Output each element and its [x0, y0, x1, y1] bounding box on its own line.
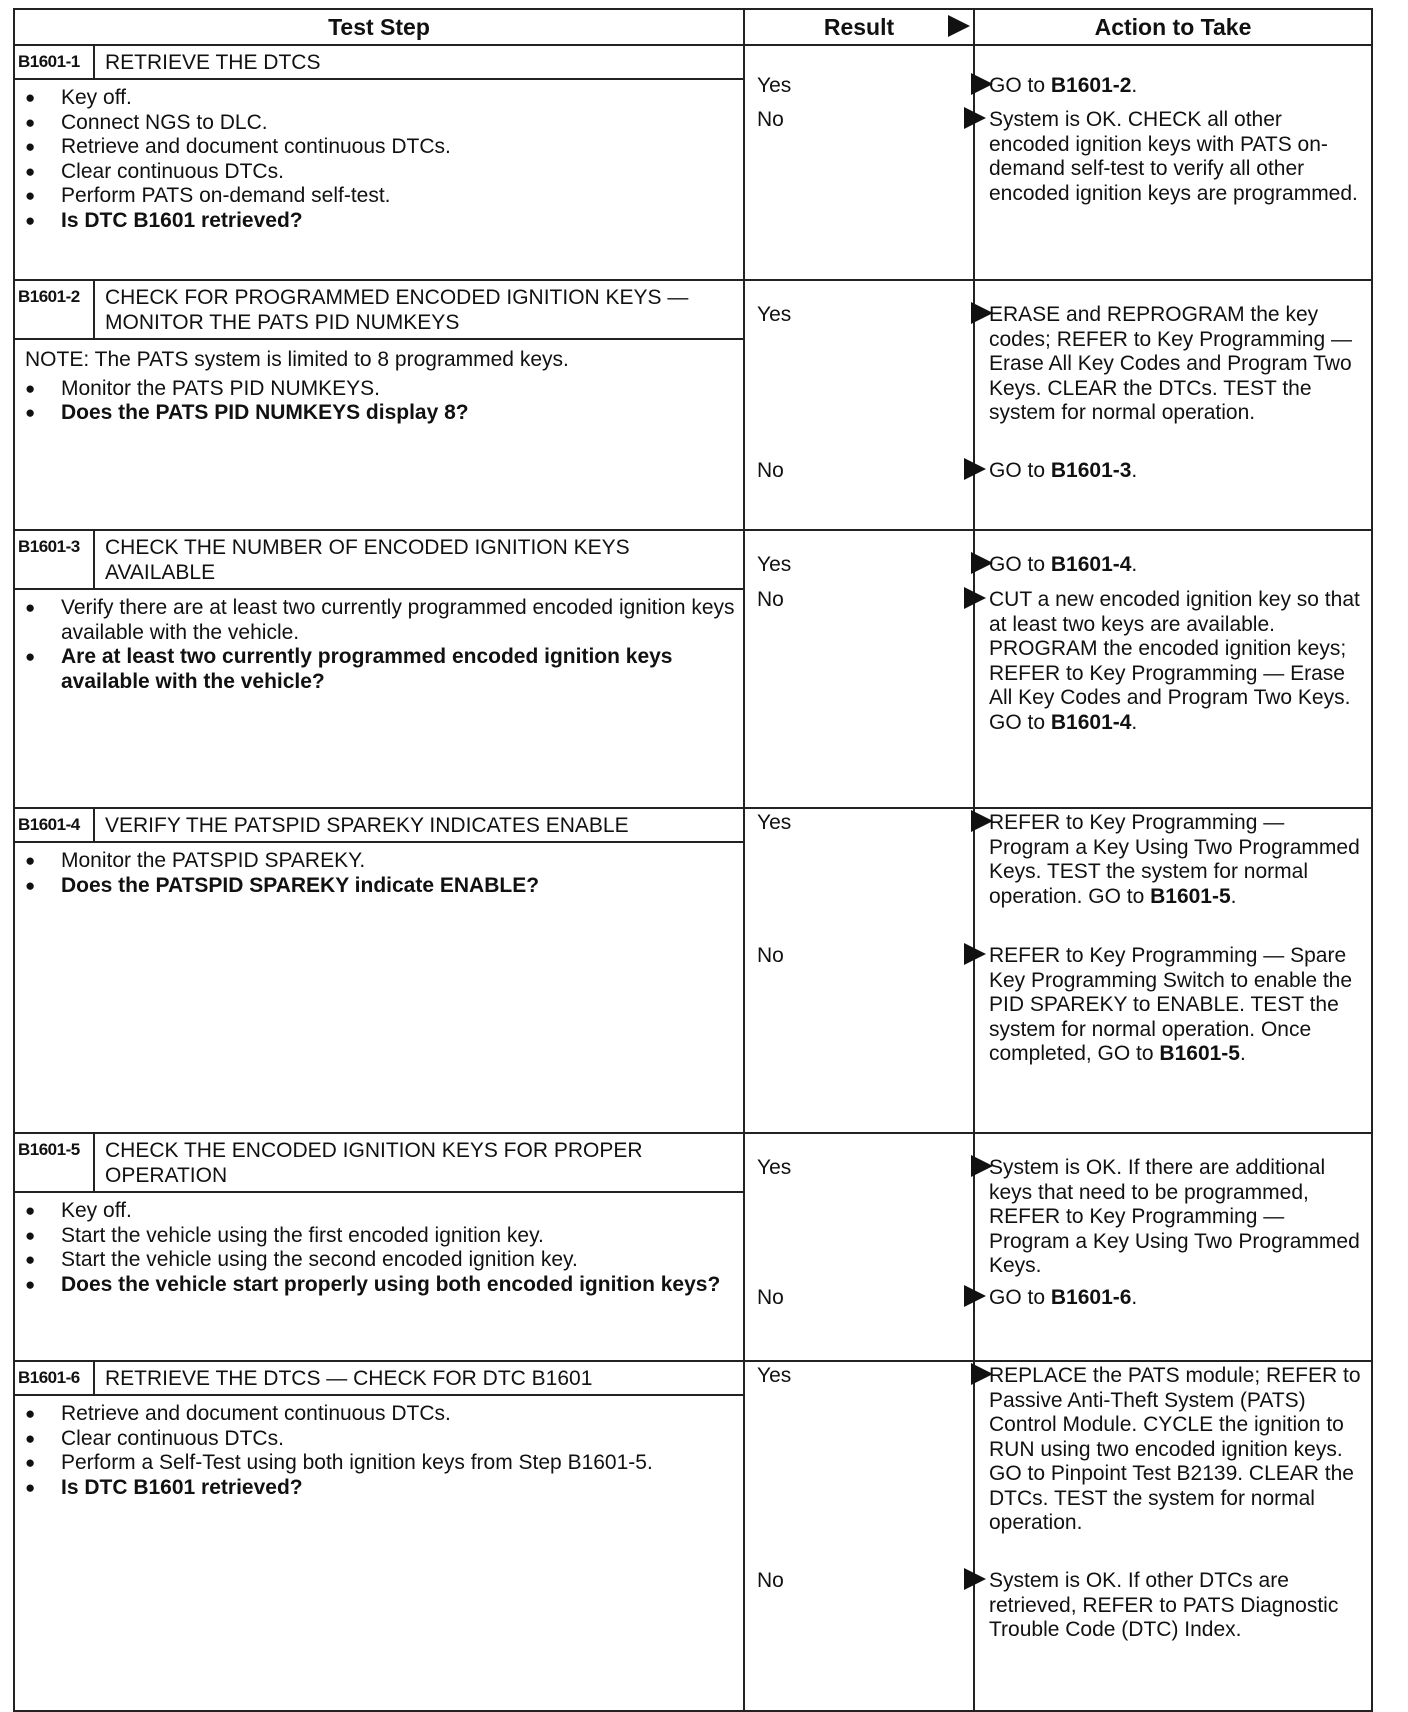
action-yes-ref[interactable]: B1601-4: [1050, 553, 1132, 576]
action-no-text: System is OK. If other DTCs are retrieved, REFER to PATS Diagnostic Trouble Code (DTC) Index.: [989, 1569, 1339, 1641]
action-no: [989, 108, 1367, 206]
step-question: ● Are at least two currently programmed encoded ignition keys available with the vehicle?: [25, 645, 735, 694]
action-no-text: GO to: [989, 459, 1051, 482]
result-yes-label: Yes: [757, 1364, 792, 1387]
result-yes: [757, 303, 791, 327]
step-bullet: ● Perform PATS on-demand self-test.: [25, 184, 735, 209]
step-body: [15, 1193, 743, 1303]
step-id: B1601-6: [15, 1362, 95, 1394]
result-no-label: No: [757, 588, 784, 611]
table-row: [14, 1361, 1372, 1711]
action-yes-suffix: .: [1230, 884, 1237, 908]
action-yes: [989, 553, 1367, 578]
result-yes: [757, 553, 791, 577]
step-title: VERIFY THE PATSPID SPAREKY INDICATES ENABLE: [105, 814, 629, 837]
step-bullets: [25, 377, 735, 426]
action-no: [989, 944, 1367, 1067]
step-id: B1601-4: [15, 809, 95, 841]
step-bullet: ● Retrieve and document continuous DTCs.: [25, 1402, 735, 1427]
step-title: CHECK THE ENCODED IGNITION KEYS FOR PROPER OPERATION: [105, 1139, 643, 1187]
header-result: [744, 9, 974, 45]
test-step-cell: [14, 45, 744, 280]
step-header: [15, 1134, 743, 1193]
action-cell: [974, 808, 1372, 1133]
action-yes-text: GO to: [989, 74, 1051, 97]
step-question: ● Does the PATSPID SPAREKY indicate ENABLE?: [25, 874, 735, 899]
action-cell: [974, 530, 1372, 808]
action-yes: [989, 1156, 1367, 1279]
action-no-ref[interactable]: B1601-3: [1050, 459, 1132, 482]
table-row: [14, 1133, 1372, 1361]
result-yes-label: Yes: [757, 303, 792, 326]
step-bullets: [25, 849, 735, 898]
result-no: [757, 1286, 784, 1310]
step-note: NOTE: The PATS system is limited to 8 programmed keys.: [25, 348, 569, 371]
step-bullet: ● Clear continuous DTCs.: [25, 160, 735, 185]
step-bullets: [25, 1402, 735, 1500]
action-yes: [989, 811, 1367, 909]
result-no-label: No: [757, 1569, 784, 1592]
step-body: [15, 80, 743, 239]
step-bullets: [25, 1199, 735, 1297]
step-id: B1601-1: [15, 46, 95, 78]
action-no: [989, 1286, 1367, 1311]
step-header: [15, 281, 743, 340]
action-no-text: CUT a new encoded ignition key so that at least two keys are available. PROGRAM the encoded ignition keys; REFER to Key Programming — Erase All Key Codes and Program Two Keys. GO to: [989, 588, 1360, 734]
action-no-suffix: .: [1131, 1286, 1138, 1309]
result-cell: [744, 530, 974, 808]
header-result-label: Result: [823, 13, 895, 40]
action-yes-suffix: .: [1131, 74, 1138, 97]
test-step-cell: [14, 808, 744, 1133]
step-bullet: ● Connect NGS to DLC.: [25, 111, 735, 136]
action-yes-text: REPLACE the PATS module; REFER to Passive Anti-Theft System (PATS) Control Module. CYCLE the ignition to RUN using two encoded ignition keys. GO to Pinpoint Test B2139. CLEAR the DTCs. TEST the system for normal operation.: [989, 1364, 1361, 1534]
action-no-text: REFER to Key Programming — Spare Key Programming Switch to enable the PID SPAREKY to ENABLE. TEST the system for normal operation. Once completed, GO to: [989, 944, 1353, 1065]
step-body: [15, 590, 743, 700]
step-question: ● Does the vehicle start properly using both encoded ignition keys?: [25, 1273, 735, 1298]
result-cell: [744, 1361, 974, 1711]
table-row: [14, 808, 1372, 1133]
step-header: [15, 46, 743, 80]
action-no-suffix: .: [1131, 710, 1138, 734]
result-yes-label: Yes: [757, 553, 792, 576]
action-yes: [989, 1364, 1367, 1536]
table-row: [14, 45, 1372, 280]
action-yes-text: REFER to Key Programming — Program a Key Using Two Programmed Keys. TEST the system for normal operation. GO to: [989, 811, 1360, 908]
step-bullet: ● Perform a Self-Test using both ignition keys from Step B1601-5.: [25, 1451, 735, 1476]
step-header: [15, 809, 743, 843]
step-header: [15, 531, 743, 590]
result-yes: [757, 1364, 791, 1388]
step-bullet: ● Monitor the PATSPID SPAREKY.: [25, 849, 735, 874]
result-yes-label: Yes: [757, 74, 792, 97]
result-no-label: No: [757, 1286, 784, 1309]
action-no-suffix: .: [1131, 459, 1138, 482]
result-no: [757, 459, 784, 483]
action-no-suffix: .: [1239, 1042, 1246, 1065]
result-yes: [757, 1156, 791, 1180]
step-bullet: ● Monitor the PATS PID NUMKEYS.: [25, 377, 735, 402]
header-action: Action to Take: [974, 9, 1372, 45]
step-id: B1601-5: [15, 1134, 95, 1191]
action-cell: [974, 1361, 1372, 1711]
step-bullets: [25, 86, 735, 233]
step-question: ● Is DTC B1601 retrieved?: [25, 209, 735, 234]
action-yes-text: GO to: [989, 553, 1051, 576]
result-no: [757, 588, 784, 612]
step-bullet: ● Key off.: [25, 1199, 735, 1224]
step-body: [15, 843, 743, 904]
result-no-label: No: [757, 944, 784, 967]
action-no-ref[interactable]: B1601-4: [1050, 710, 1132, 734]
action-yes: [989, 303, 1367, 426]
action-yes-text: ERASE and REPROGRAM the key codes; REFER to Key Programming — Erase All Key Codes and Program Two Keys. CLEAR the DTCs. TEST the system for normal operation.: [989, 303, 1352, 424]
step-header: [15, 1362, 743, 1396]
result-yes-label: Yes: [757, 1156, 792, 1179]
result-yes: [757, 74, 791, 98]
result-yes-label: Yes: [757, 811, 792, 834]
action-cell: [974, 45, 1372, 280]
result-cell: [744, 45, 974, 280]
step-question: ● Is DTC B1601 retrieved?: [25, 1476, 735, 1501]
result-cell: [744, 1133, 974, 1361]
result-no-label: No: [757, 108, 784, 131]
header-test-step: Test Step: [14, 9, 744, 45]
step-bullet: ● Retrieve and document continuous DTCs.: [25, 135, 735, 160]
step-id: B1601-3: [15, 531, 95, 588]
step-title: RETRIEVE THE DTCS — CHECK FOR DTC B1601: [105, 1367, 593, 1390]
result-no-label: No: [757, 459, 784, 482]
step-bullet: ● Start the vehicle using the first encoded ignition key.: [25, 1224, 735, 1249]
arrow-right-icon: [948, 15, 970, 37]
test-step-cell: [14, 280, 744, 530]
table-row: [14, 530, 1372, 808]
result-cell: [744, 808, 974, 1133]
action-yes-suffix: .: [1131, 553, 1138, 576]
result-no: [757, 944, 784, 968]
result-yes: [757, 811, 791, 835]
step-bullet: ● Clear continuous DTCs.: [25, 1427, 735, 1452]
action-no: [989, 1569, 1367, 1643]
result-cell: [744, 280, 974, 530]
action-no-text: System is OK. CHECK all other encoded ignition keys with PATS on-demand self-test to verify all other encoded ignition keys are programmed.: [989, 108, 1358, 205]
test-step-cell: [14, 530, 744, 808]
action-cell: [974, 1133, 1372, 1361]
action-no-ref[interactable]: B1601-6: [1050, 1286, 1132, 1309]
action-cell: [974, 280, 1372, 530]
diagnostic-table: [13, 8, 1371, 1712]
action-no: [989, 588, 1367, 735]
step-bullet: ● Verify there are at least two currently programmed encoded ignition keys available with the vehicle.: [25, 596, 735, 645]
result-no: [757, 1569, 784, 1593]
step-bullet: ● Start the vehicle using the second encoded ignition key.: [25, 1248, 735, 1273]
test-step-cell: [14, 1133, 744, 1361]
action-yes-text: System is OK. If there are additional keys that need to be programmed, REFER to Key Programming — Program a Key Using Two Programmed Keys.: [989, 1156, 1360, 1277]
step-question: ● Does the PATS PID NUMKEYS display 8?: [25, 401, 735, 426]
action-no-ref[interactable]: B1601-5: [1159, 1042, 1240, 1065]
step-title: RETRIEVE THE DTCS: [105, 51, 321, 74]
step-title: CHECK THE NUMBER OF ENCODED IGNITION KEYS AVAILABLE: [105, 536, 630, 584]
step-body: [15, 1396, 743, 1506]
result-no: [757, 108, 784, 132]
step-bullet: ● Key off.: [25, 86, 735, 111]
step-body: [15, 340, 743, 432]
step-id: B1601-2: [15, 281, 95, 338]
step-bullets: [25, 596, 735, 694]
step-title: CHECK FOR PROGRAMMED ENCODED IGNITION KEYS — MONITOR THE PATS PID NUMKEYS: [105, 286, 689, 334]
action-no-text: GO to: [989, 1286, 1051, 1309]
action-yes-ref[interactable]: B1601-5: [1150, 884, 1231, 908]
table-row: [14, 280, 1372, 530]
test-step-cell: [14, 1361, 744, 1711]
action-yes-ref[interactable]: B1601-2: [1050, 74, 1132, 97]
action-no: [989, 459, 1367, 484]
action-yes: [989, 74, 1367, 99]
